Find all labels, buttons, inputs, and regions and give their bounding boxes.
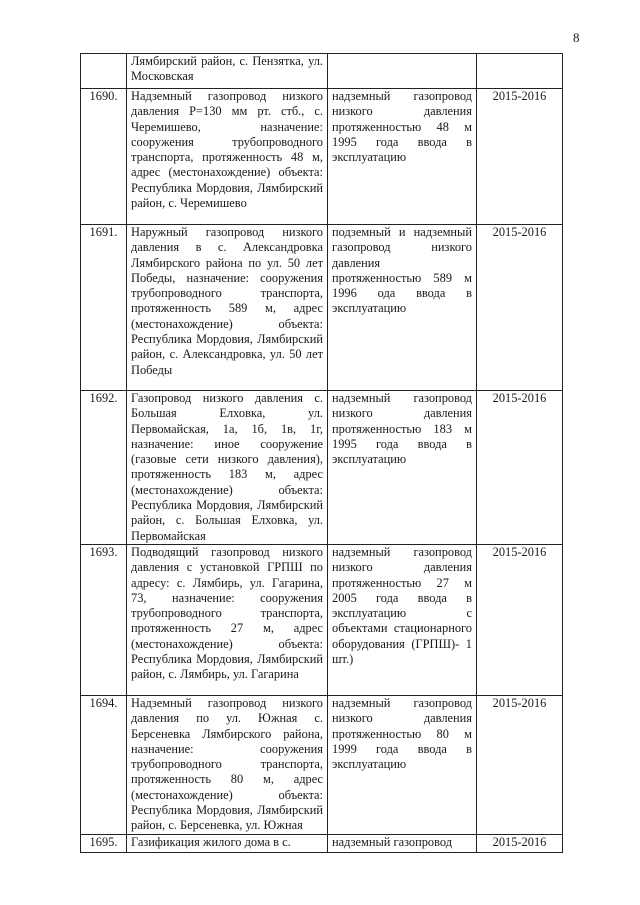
table-row	[81, 544, 563, 695]
period: 2015-2016	[477, 695, 563, 834]
object-description: Газификация жилого дома в с.	[127, 834, 328, 852]
object-description: Надземный газопровод низкого давления Р=130 мм рт. стб., с. Черемишево, назначение: сооружения трубопроводного транспорта, протяженность 48 м, адрес (местонахождение) объекта: Республика Мордовия, Лямбирский район, с. Черемишево	[127, 89, 328, 225]
table-row	[81, 391, 563, 545]
row-number: 1691.	[81, 225, 127, 391]
object-description: Надземный газопровод низкого давления по ул. Южная с. Берсеневка Лямбирского района, назначение: сооружения трубопроводного транспорта, протяженность 80 м, адрес (местонахождение) объекта: Республика Мордовия, Лямбирский район, с. Берсеневка, ул. Южная	[127, 695, 328, 834]
object-characteristics	[328, 54, 477, 89]
object-characteristics: надземный газопровод низкого давления протяженностью 80 м 1999 года ввода в эксплуатацию	[328, 695, 477, 834]
row-number: 1694.	[81, 695, 127, 834]
object-characteristics: надземный газопровод низкого давления протяженностью 48 м 1995 года ввода в эксплуатацию	[328, 89, 477, 225]
table-row	[81, 695, 563, 834]
period: 2015-2016	[477, 391, 563, 545]
object-characteristics: надземный газопровод низкого давления протяженностью 183 м 1995 года ввода в эксплуатацию	[328, 391, 477, 545]
object-characteristics: подземный и надземный газопровод низкого давления протяженностью 589 м 1996 ода ввода в эксплуатацию	[328, 225, 477, 391]
row-number: 1692.	[81, 391, 127, 545]
table-row	[81, 54, 563, 89]
table-row	[81, 225, 563, 391]
object-description: Лямбирский район, с. Пензятка, ул. Московская	[127, 54, 328, 89]
row-number	[81, 54, 127, 89]
period: 2015-2016	[477, 89, 563, 225]
table-row	[81, 834, 563, 852]
object-description: Наружный газопровод низкого давления в с. Александровка Лямбирского района по ул. 50 лет Победы, назначение: сооружения трубопроводного транспорта, протяженность 589 м, адрес (местонахождение) объекта: Республика Мордовия, Лямбирский район, с. Александровка, ул. 50 лет Победы	[127, 225, 328, 391]
row-number: 1695.	[81, 834, 127, 852]
property-table	[80, 53, 563, 853]
period: 2015-2016	[477, 544, 563, 695]
period	[477, 54, 563, 89]
object-characteristics: надземный газопровод низкого давления протяженностью 27 м 2005 года ввода в эксплуатацию с объектами стационарного оборудования (ГРПШ)- 1 шт.)	[328, 544, 477, 695]
period: 2015-2016	[477, 834, 563, 852]
page-number: 8	[573, 30, 580, 45]
period: 2015-2016	[477, 225, 563, 391]
row-number: 1690.	[81, 89, 127, 225]
object-characteristics: надземный газопровод	[328, 834, 477, 852]
object-description: Подводящий газопровод низкого давления с установкой ГРПШ по адресу: с. Лямбирь, ул. Гагарина, 73, назначение: сооружения трубопроводного транспорта, протяженность 27 м, адрес (местонахождение) объекта: Республика Мордовия, Лямбирский район, с. Лямбирь, ул. Гагарина	[127, 544, 328, 695]
row-number: 1693.	[81, 544, 127, 695]
object-description: Газопровод низкого давления с. Большая Елховка, ул. Первомайская, 1а, 1б, 1в, 1г, назначение: иное сооружение (газовые сети низкого давления), протяженность 183 м, адрес (местонахождение) объекта: Республика Мордовия, Лямбирский район, с. Большая Елховка, ул. Первомайская	[127, 391, 328, 545]
table-row	[81, 89, 563, 225]
